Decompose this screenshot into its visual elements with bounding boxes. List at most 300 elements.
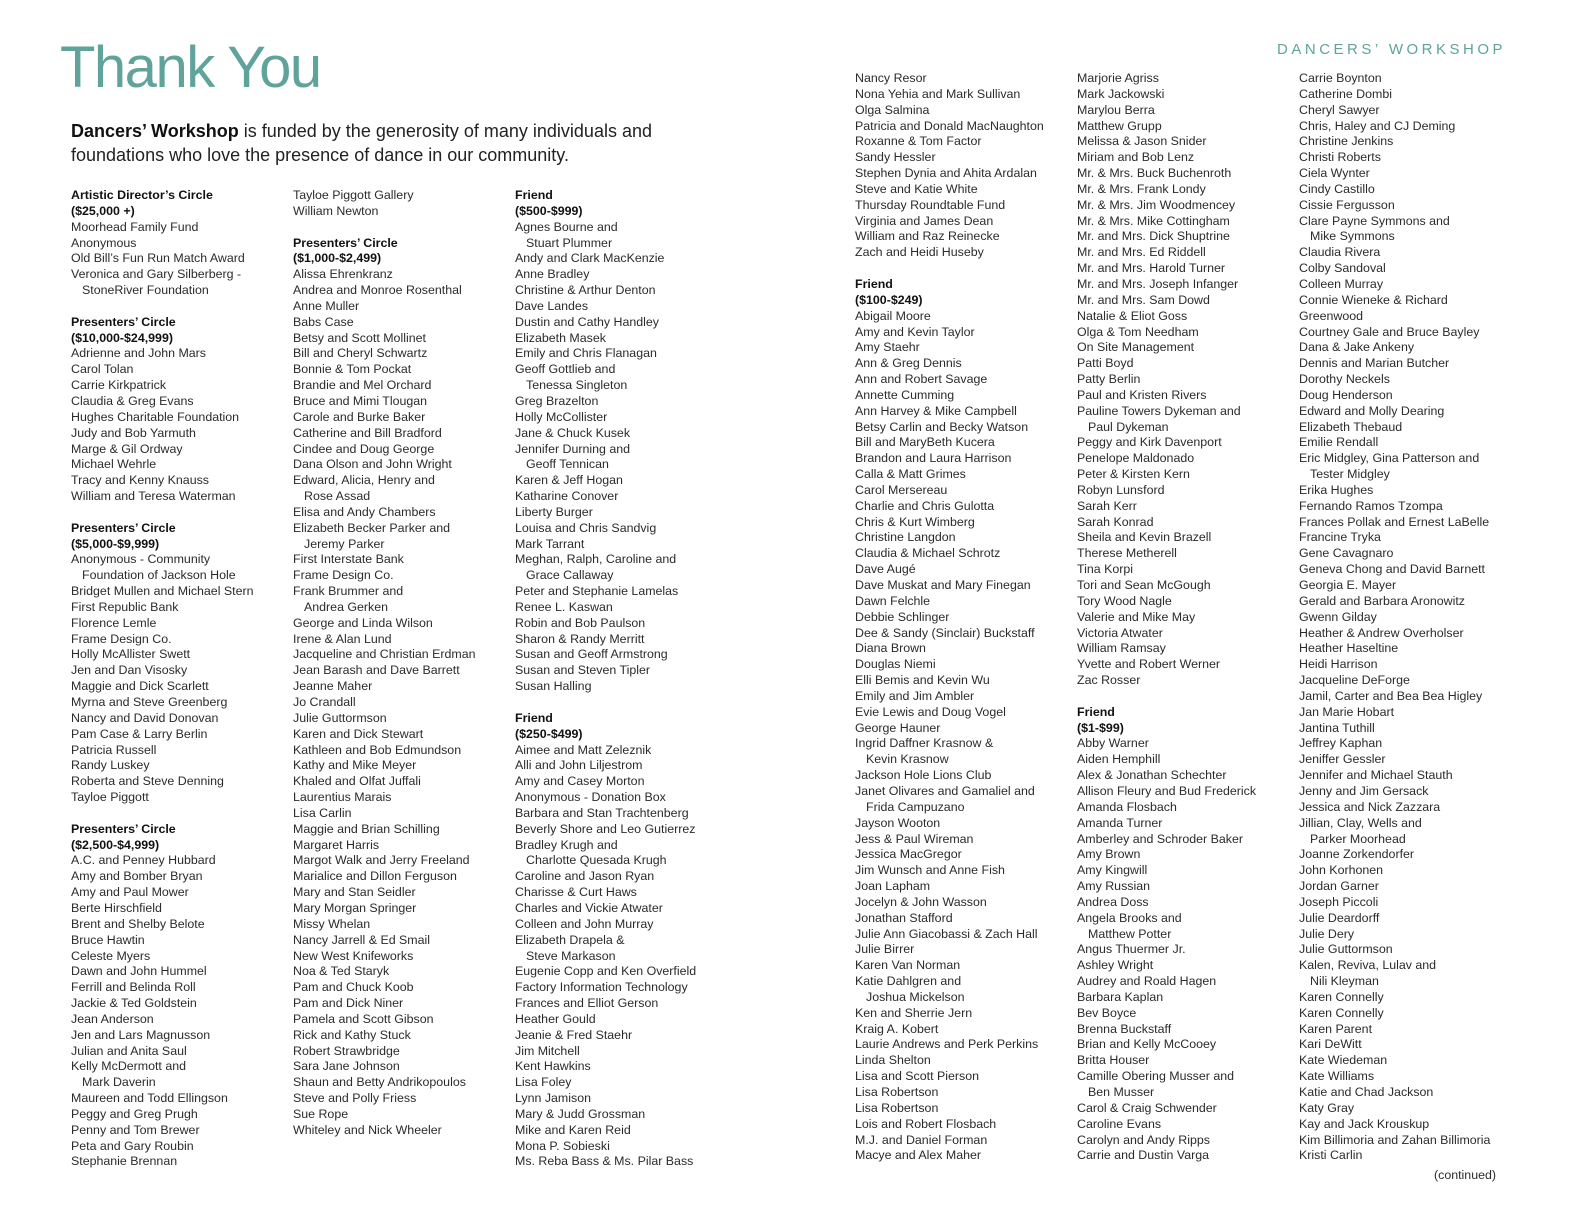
donor-name: Claudia & Michael Schrotz (855, 546, 1001, 561)
donor-name: Amanda Turner (1077, 815, 1163, 830)
donor-name: Alli and John Liljestrom (515, 758, 643, 773)
donor-name: Geneva Chong and David Barnett (1299, 562, 1485, 577)
donor-name: Lisa and Scott Pierson (855, 1069, 979, 1084)
donor-name: Dee & Sandy (Sinclair) Buckstaff (855, 625, 1035, 640)
donor-name: Steve and Polly Friess (293, 1091, 417, 1106)
donor-name: Tory Wood Nagle (1077, 593, 1172, 608)
donor-name: Susan and Geoff Armstrong (515, 647, 668, 662)
donor-name: Amy Russian (1077, 879, 1150, 894)
donor-name: Aiden Hemphill (1077, 752, 1161, 767)
donor-name: Matthew Grupp (1077, 118, 1162, 133)
donor-name: Noa & Ted Staryk (293, 964, 390, 979)
donor-name: Tori and Sean McGough (1077, 578, 1211, 592)
donor-name: Alex & Jonathan Schechter (1077, 768, 1227, 783)
donor-name: Jacqueline DeForge (1299, 673, 1410, 688)
donor-name: Greenwood (1299, 308, 1364, 323)
donor-name: Maureen and Todd Ellingson (71, 1091, 228, 1106)
donor-name: Greg Brazelton (515, 393, 599, 408)
donor-name: Susan Halling (515, 679, 592, 694)
donor-name: Connie Wieneke & Richard (1299, 292, 1448, 307)
donor-name: Bridget Mullen and Michael Stern (71, 584, 254, 599)
donor-name: Kalen, Reviva, Lulav and (1299, 958, 1437, 973)
donor-name: Chris & Kurt Wimberg (855, 514, 975, 529)
donor-name: Karen Van Norman (855, 958, 961, 973)
donor-name: Old Bill’s Fun Run Match Award (71, 251, 245, 266)
donor-section (1299, 71, 1511, 1164)
donor-name: Joshua Mickelson (866, 989, 965, 1004)
donor-name: Ashley Wright (1077, 958, 1154, 973)
donor-name: Alissa Ehrenkranz (293, 267, 393, 282)
donor-name: Dave Augé (855, 562, 916, 577)
donor-name: First Interstate Bank (293, 552, 404, 567)
donor-name: Jen and Dan Visosky (71, 663, 188, 678)
donor-name: Steve Markason (526, 948, 616, 963)
donor-name: Jessica and Nick Zazzara (1299, 799, 1441, 814)
donor-name: Eric Midgley, Gina Patterson and (1299, 451, 1480, 466)
donor-name: Sarah Konrad (1077, 514, 1154, 529)
donor-name: Judy and Bob Yarmuth (71, 425, 196, 440)
donor-name: Melissa & Jason Snider (1077, 134, 1207, 149)
donor-name: Abigail Moore (855, 308, 931, 323)
donor-name: First Republic Bank (71, 599, 179, 614)
section-heading: Friend (855, 276, 893, 291)
donor-name: Karen Connelly (1299, 1005, 1384, 1020)
donor-column-6 (1299, 71, 1511, 1164)
donor-name: Mary and Stan Seidler (293, 885, 416, 900)
donor-name: Sue Rope (293, 1106, 349, 1121)
donor-name: Nancy Jarrell & Ed Smail (293, 932, 431, 947)
donor-name: Dawn Felchle (855, 593, 931, 608)
donor-name: Erika Hughes (1299, 482, 1374, 497)
donor-name: Julian and Anita Saul (71, 1043, 187, 1058)
donor-name: Dennis and Marian Butcher (1299, 356, 1450, 371)
donor-name: Edward and Molly Dearing (1299, 403, 1445, 418)
donor-name: Elizabeth Thebaud (1299, 419, 1403, 434)
donor-name: Rick and Kathy Stuck (293, 1027, 411, 1042)
donor-name: Tayloe Piggott (71, 790, 149, 805)
donor-name: Annette Cumming (855, 387, 955, 402)
donor-name: Kate Williams (1299, 1069, 1375, 1084)
donor-name: Pam and Chuck Koob (293, 980, 414, 995)
donor-name: Jocelyn & John Wasson (855, 894, 987, 909)
donor-name: Marylou Berra (1077, 102, 1155, 117)
donor-name: Jacqueline and Christian Erdman (293, 647, 476, 662)
donor-name: Frame Design Co. (71, 631, 172, 646)
donor-name: Whiteley and Nick Wheeler (293, 1122, 442, 1137)
donor-name: Cissie Fergusson (1299, 197, 1395, 212)
donor-name: M.J. and Daniel Forman (855, 1132, 988, 1147)
section-heading: Friend (515, 188, 553, 202)
donor-name: Zach and Heidi Huseby (855, 245, 984, 260)
donor-name: Kevin Krasnow (866, 752, 949, 767)
donor-name: Amy and Kevin Taylor (855, 324, 975, 339)
donor-name: Jean Barash and Dave Barrett (293, 663, 460, 678)
donor-name: Katie and Chad Jackson (1299, 1085, 1434, 1099)
donor-name: Zac Rosser (1077, 673, 1141, 688)
donor-name: Anonymous - Donation Box (515, 790, 666, 805)
donor-section (71, 521, 285, 806)
donor-name: Tester Midgley (1310, 467, 1390, 482)
donor-name: Brandon and Laura Harrison (855, 451, 1012, 466)
donor-name: Amy and Paul Mower (71, 885, 189, 900)
donor-name: Eugenie Copp and Ken Overfield (515, 964, 697, 979)
donor-name: Jim Mitchell (515, 1043, 580, 1058)
donor-name: Charlotte Quesada Krugh (526, 853, 667, 868)
donor-name: Peter and Stephanie Lamelas (515, 584, 679, 599)
donor-name: Geoff Gottlieb and (515, 362, 616, 377)
donor-name: Caroline Evans (1077, 1116, 1162, 1131)
donor-name: Myrna and Steve Greenberg (71, 695, 228, 709)
donor-name: Mr. & Mrs. Jim Woodmencey (1077, 197, 1236, 212)
donor-name: Carrie Kirkpatrick (71, 378, 167, 393)
donor-name: Jeremy Parker (304, 536, 385, 551)
donor-name: Karen Connelly (1299, 989, 1384, 1004)
intro-text: is funded by the generosity of many individuals and foundations who love the presence of dance in our community. (71, 121, 652, 165)
donor-name: Frances Pollak and Ernest LaBelle (1299, 514, 1490, 529)
section-heading: Presenters’ Circle (293, 235, 398, 250)
donor-name: Pam Case & Larry Berlin (71, 726, 208, 741)
donor-name: Bruce and Mimi Tlougan (293, 393, 428, 408)
section-heading: Friend (515, 710, 553, 725)
donor-name: Tenessa Singleton (526, 378, 628, 393)
donor-name: Foundation of Jackson Hole (82, 568, 236, 583)
donor-section (855, 277, 1069, 1164)
donor-name: Natalie & Eliot Goss (1077, 308, 1188, 323)
donor-name: Olga & Tom Needham (1077, 324, 1199, 339)
donor-name: Frances and Elliot Gerson (515, 996, 659, 1011)
donor-name: Jayson Wooton (855, 815, 941, 830)
donor-name: Ms. Reba Bass & Ms. Pilar Bass (515, 1154, 694, 1169)
donor-name: Karen and Dick Stewart (293, 726, 424, 741)
donor-column-2 (293, 188, 507, 1139)
donor-name: Joseph Piccoli (1299, 894, 1379, 909)
donor-name: Frida Campuzano (866, 799, 965, 814)
donor-name: Amy Staehr (855, 340, 920, 355)
donor-section (71, 188, 285, 299)
donor-name: Cheryl Sawyer (1299, 102, 1380, 117)
donor-name: Katie Dahlgren and (855, 974, 962, 989)
donor-name: Mary Morgan Springer (293, 900, 417, 915)
donor-name: Paul and Kristen Rivers (1077, 387, 1207, 402)
donor-name: Valerie and Mike May (1077, 609, 1196, 624)
donor-name: Julie Guttormson (1299, 942, 1393, 957)
donor-name: Caroline and Jason Ryan (515, 869, 655, 884)
section-heading: Friend (1077, 704, 1115, 719)
donor-name: Missy Whelan (293, 916, 371, 931)
donor-name: Meghan, Ralph, Caroline and (515, 552, 677, 567)
donor-name: Edward, Alicia, Henry and (293, 473, 435, 488)
donor-name: Liberty Burger (515, 504, 593, 519)
donor-name: Dana Olson and John Wright (293, 457, 452, 472)
donor-name: Heidi Harrison (1299, 657, 1378, 672)
donor-name: Christine & Arthur Denton (515, 283, 656, 298)
donor-name: Sharon & Randy Merritt (515, 631, 645, 646)
donor-name: Jeffrey Kaphan (1299, 736, 1383, 751)
donor-name: Bev Boyce (1077, 1005, 1137, 1020)
donor-section (71, 822, 285, 1171)
donor-name: Sheila and Kevin Brazell (1077, 530, 1212, 545)
donor-name: Maggie and Dick Scarlett (71, 679, 209, 694)
donor-name: Kent Hawkins (515, 1059, 591, 1074)
donor-name: Kim Billimoria and Zahan Billimoria (1299, 1132, 1491, 1147)
donor-name: Betsy and Scott Mollinet (293, 330, 426, 345)
donor-name: Ann Harvey & Mike Campbell (855, 403, 1017, 418)
donor-name: Holly McAllister Swett (71, 647, 191, 662)
donor-name: Lisa Robertson (855, 1100, 939, 1115)
donor-name: Andrea and Monroe Rosenthal (293, 283, 462, 298)
donor-name: William and Teresa Waterman (71, 489, 236, 504)
donor-name: Jillian, Clay, Wells and (1299, 815, 1422, 830)
section-heading: ($500-$999) (515, 203, 583, 218)
donor-column-5 (1077, 71, 1291, 1164)
donor-name: Adrienne and John Mars (71, 346, 207, 361)
donor-name: Fernando Ramos Tzompa (1299, 498, 1443, 513)
donor-name: Jordan Garner (1299, 879, 1379, 894)
donor-name: Kay and Jack Krouskup (1299, 1116, 1430, 1131)
donor-name: Catherine Dombi (1299, 86, 1392, 101)
donor-name: Karen & Jeff Hogan (515, 473, 623, 488)
donor-name: Colby Sandoval (1299, 261, 1386, 276)
donor-name: Francine Tryka (1299, 530, 1381, 545)
section-heading: ($5,000-$9,999) (71, 536, 160, 551)
donor-name: Doug Henderson (1299, 387, 1393, 402)
donor-name: Miriam and Bob Lenz (1077, 150, 1195, 165)
donor-name: Thursday Roundtable Fund (855, 197, 1006, 212)
donor-name: Ferrill and Belinda Roll (71, 980, 196, 995)
donor-name: Kate Wiedeman (1299, 1053, 1388, 1068)
donor-name: Jackie & Ted Goldstein (71, 996, 197, 1011)
donor-name: Christi Roberts (1299, 150, 1381, 165)
donor-name: Patti Boyd (1077, 356, 1134, 371)
intro-paragraph (71, 119, 711, 167)
donor-name: Patricia Russell (71, 742, 157, 757)
section-heading: Presenters’ Circle (71, 314, 176, 329)
donor-name: Andy and Clark MacKenzie (515, 251, 665, 266)
donor-name: Cindy Castillo (1299, 181, 1375, 196)
donor-name: Peta and Gary Roubin (71, 1138, 194, 1153)
donor-name: Charles and Vickie Atwater (515, 900, 663, 915)
donor-name: Julie Dery (1299, 926, 1355, 941)
donor-name: Victoria Atwater (1077, 625, 1163, 640)
donor-name: Andrea Gerken (304, 599, 389, 614)
donor-name: Diana Brown (855, 641, 926, 656)
donor-name: Mr. & Mrs. Frank Londy (1077, 181, 1206, 196)
donor-name: Marge & Gil Ordway (71, 441, 183, 456)
donor-name: Tracy and Kenny Knauss (71, 473, 209, 488)
donor-section (515, 711, 729, 1170)
donor-name: Emily and Jim Ambler (855, 688, 975, 703)
donor-name: Britta Houser (1077, 1053, 1150, 1068)
section-heading: ($250-$499) (515, 726, 583, 741)
donor-name: Nili Kleyman (1310, 974, 1379, 989)
donor-name: Mr. and Mrs. Harold Turner (1077, 261, 1226, 276)
donor-name: Carole and Burke Baker (293, 409, 426, 424)
donor-name: Chris, Haley and CJ Deming (1299, 118, 1456, 133)
donor-name: Emilie Rendall (1299, 435, 1379, 450)
donor-name: Courtney Gale and Bruce Bayley (1299, 324, 1480, 339)
donor-name: Anonymous - Community (71, 552, 211, 567)
donor-name: Pam and Dick Niner (293, 996, 404, 1011)
donor-name: Jeniffer Gessler (1299, 752, 1386, 767)
donor-name: Roxanne & Tom Factor (855, 134, 982, 149)
donor-name: Jenny and Jim Gersack (1299, 783, 1429, 798)
donor-section (293, 236, 507, 1139)
donor-name: Anne Bradley (515, 267, 590, 282)
donor-name: Dave Landes (515, 298, 589, 313)
donor-name: Elizabeth Becker Parker and (293, 520, 451, 535)
donor-name: Angela Brooks and (1077, 910, 1182, 925)
donor-name: Agnes Bourne and (515, 219, 618, 234)
donor-name: Mike and Karen Reid (515, 1122, 631, 1137)
donor-name: Stephen Dynia and Ahita Ardalan (855, 166, 1037, 181)
donor-name: Laurie Andrews and Perk Perkins (855, 1037, 1039, 1052)
donor-name: Pamela and Scott Gibson (293, 1011, 434, 1026)
donor-name: Factory Information Technology (515, 980, 688, 995)
donor-name: Carol Tolan (71, 362, 134, 377)
donor-name: Frame Design Co. (293, 568, 394, 583)
donor-name: Louisa and Chris Sandvig (515, 520, 657, 535)
donor-name: Mike Symmons (1310, 229, 1395, 244)
donor-name: Jim Wunsch and Anne Fish (855, 863, 1005, 878)
donor-name: Carolyn and Andy Ripps (1077, 1132, 1210, 1147)
donor-name: Macye and Alex Maher (855, 1148, 982, 1163)
donor-name: Lisa Robertson (855, 1085, 939, 1099)
donor-name: Dawn and John Hummel (71, 964, 207, 979)
donor-name: Sandy Hessler (855, 150, 936, 165)
donor-name: Laurentius Marais (293, 790, 392, 805)
donor-name: Mr. & Mrs. Mike Cottingham (1077, 213, 1230, 228)
donor-name: Heather Haseltine (1299, 641, 1399, 656)
section-heading: ($10,000-$24,999) (71, 330, 173, 345)
donor-name: Audrey and Roald Hagen (1077, 974, 1217, 989)
donor-name: Kathleen and Bob Edmundson (293, 742, 462, 757)
donor-name: Lynn Jamison (515, 1091, 591, 1106)
donor-name: Robert Strawbridge (293, 1043, 400, 1058)
donor-name: Amanda Flosbach (1077, 799, 1177, 814)
donor-name: Elisa and Andy Chambers (293, 504, 436, 519)
donor-name: Carrie Boynton (1299, 71, 1382, 85)
donor-name: Amy Brown (1077, 847, 1141, 862)
donor-name: Dave Muskat and Mary Finegan (855, 578, 1031, 592)
donor-name: Celeste Myers (71, 948, 151, 963)
donor-name: Mark Daverin (82, 1075, 156, 1090)
donor-section (71, 315, 285, 505)
donor-name: Frank Brummer and (293, 584, 404, 599)
donor-name: Jackson Hole Lions Club (855, 768, 992, 783)
donor-name: Emily and Chris Flanagan (515, 346, 657, 361)
donor-name: Peter & Kirsten Kern (1077, 467, 1190, 482)
donor-name: Hughes Charitable Foundation (71, 409, 240, 424)
donor-section (1077, 705, 1291, 1164)
donor-name: Mr. and Mrs. Ed Riddell (1077, 245, 1206, 260)
donor-name: Grace Callaway (526, 568, 614, 583)
donor-name: Mark Tarrant (515, 536, 585, 551)
donor-name: Mr. & Mrs. Buck Buchenroth (1077, 166, 1232, 181)
donor-name: Anne Muller (293, 298, 360, 313)
section-heading: ($25,000 +) (71, 203, 135, 218)
donor-name: Andrea Doss (1077, 894, 1149, 909)
donor-name: Amy Kingwill (1077, 863, 1148, 878)
donor-name: On Site Management (1077, 340, 1195, 355)
donor-name: Babs Case (293, 314, 354, 329)
donor-name: William Newton (293, 203, 379, 218)
section-heading: ($1,000-$2,499) (293, 251, 382, 266)
donor-name: Penny and Tom Brewer (71, 1122, 200, 1137)
donor-name: Kraig A. Kobert (855, 1021, 939, 1036)
section-heading: ($100-$249) (855, 292, 923, 307)
donor-name: Amy and Casey Morton (515, 774, 645, 789)
donor-name: Jo Crandall (293, 695, 356, 709)
donor-name: Yvette and Robert Werner (1077, 657, 1221, 672)
donor-name: Christine Jenkins (1299, 134, 1394, 149)
donor-name: Bruce Hawtin (71, 932, 145, 947)
donor-name: Ingrid Daffner Krasnow & (855, 736, 994, 751)
donor-name: Stephanie Brennan (71, 1154, 178, 1169)
donor-name: Patty Berlin (1077, 372, 1141, 387)
donor-name: Jeanie & Fred Staehr (515, 1027, 633, 1042)
donor-name: Clare Payne Symmons and (1299, 213, 1450, 228)
donor-name: Paul Dykeman (1088, 419, 1169, 434)
donor-name: Irene & Alan Lund (293, 631, 392, 646)
donor-name: Jennifer and Michael Stauth (1299, 768, 1453, 783)
donor-name: Joanne Zorkendorfer (1299, 847, 1415, 862)
donor-name: Kristi Carlin (1299, 1148, 1363, 1163)
donor-name: Katharine Conover (515, 489, 619, 504)
donor-name: Nona Yehia and Mark Sullivan (855, 86, 1021, 101)
donor-name: Julie Deardorff (1299, 910, 1380, 925)
page-title: Thank You (60, 35, 321, 100)
donor-name: Randy Luskey (71, 758, 150, 773)
donor-name: Margot Walk and Jerry Freeland (293, 853, 470, 868)
section-heading: Artistic Director’s Circle (71, 188, 213, 202)
donor-name: Anonymous (71, 235, 137, 250)
donor-name: Allison Fleury and Bud Frederick (1077, 783, 1257, 798)
donor-name: Mary & Judd Grossman (515, 1106, 646, 1121)
donor-name: Renee L. Kaswan (515, 599, 613, 614)
donor-name: Ken and Sherrie Jern (855, 1005, 973, 1020)
donor-name: Carol Mersereau (855, 482, 948, 497)
donor-name: Elizabeth Drapela & (515, 932, 625, 947)
donor-name: Dustin and Cathy Handley (515, 314, 659, 329)
donor-name: Mark Jackowski (1077, 86, 1165, 101)
donor-name: Janet Olivares and Gamaliel and (855, 783, 1035, 798)
donor-name: Brent and Shelby Belote (71, 916, 205, 931)
donor-name: George and Linda Wilson (293, 615, 433, 630)
donor-name: Charisse & Curt Haws (515, 885, 637, 900)
section-heading: ($1-$99) (1077, 720, 1124, 735)
donor-name: William and Raz Reinecke (855, 229, 1000, 244)
donor-name: Jess & Paul Wireman (855, 831, 974, 846)
donor-name: Bradley Krugh and (515, 837, 618, 852)
donor-name: Gene Cavagnaro (1299, 546, 1394, 561)
donor-name: Jantina Tuthill (1299, 720, 1375, 735)
donor-name: Julie Guttormson (293, 710, 387, 725)
donor-name: Rose Assad (304, 489, 371, 504)
donor-name: Gerald and Barbara Aronowitz (1299, 593, 1465, 608)
donor-name: Moorhead Family Fund (71, 219, 199, 234)
donor-name: John Korhonen (1299, 863, 1384, 878)
donor-name: Angus Thuermer Jr. (1077, 942, 1186, 957)
section-heading: ($2,500-$4,999) (71, 837, 160, 852)
donor-name: Robin and Bob Paulson (515, 615, 646, 630)
section-heading: Presenters’ Circle (71, 821, 176, 836)
donor-name: Robyn Lunsford (1077, 482, 1165, 497)
donor-column-4 (855, 71, 1069, 1164)
donor-name: Mr. and Mrs. Sam Dowd (1077, 292, 1210, 307)
donor-name: Colleen and John Murray (515, 916, 654, 931)
donor-name: Charlie and Chris Gulotta (855, 498, 995, 513)
donor-name: Matthew Potter (1088, 926, 1172, 941)
